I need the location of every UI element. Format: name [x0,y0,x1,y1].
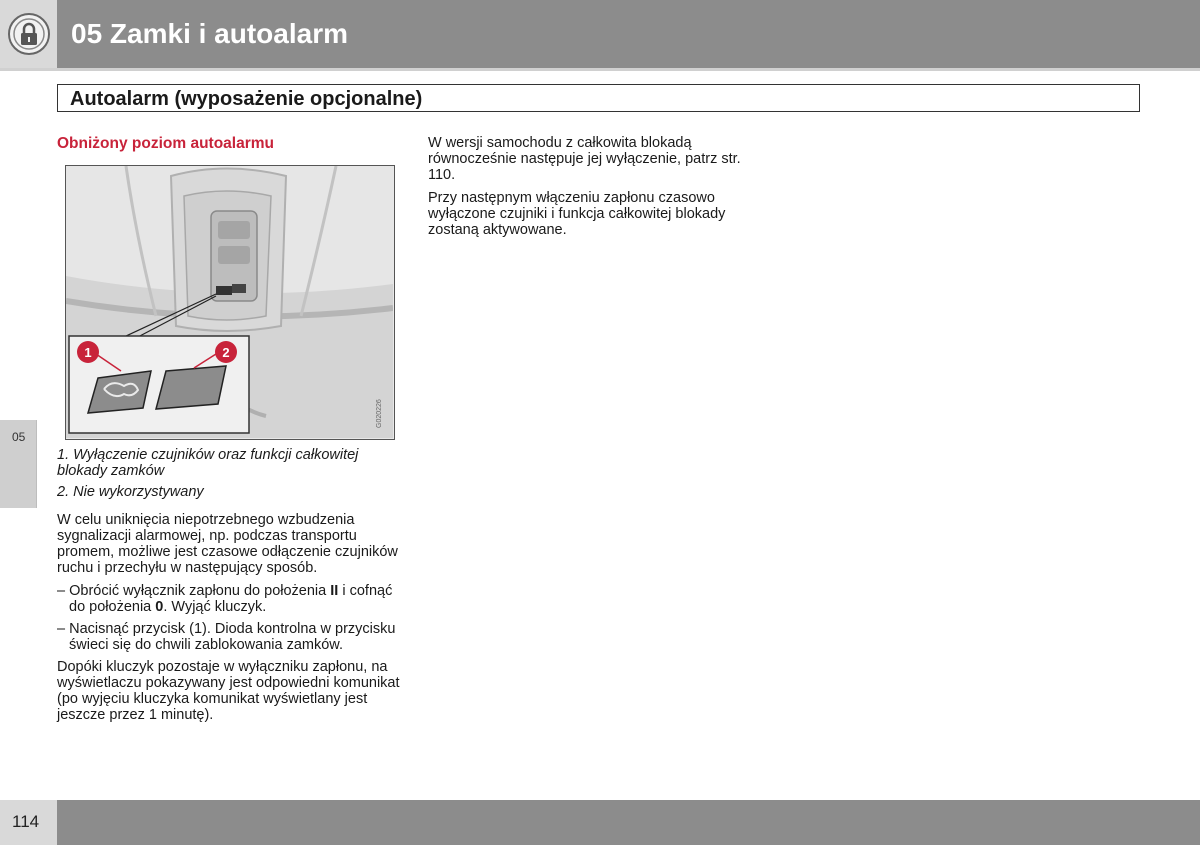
callout-1 [77,341,99,363]
chapter-icon-box [0,0,57,68]
subsection-heading: Obniżony poziom autoalarmu [57,135,275,152]
figure-alarm-buttons [65,165,395,440]
left-column [57,135,402,723]
chapter-side-tab [0,420,37,508]
outro-paragraph: Dopóki kluczyk pozostaje w wyłączniku zapłonu, na wyświetlaczu pokazywany jest odpowiedni komunikat (po wyjęciu kluczyka komunikat wyświetlany jest jeszcze przez 1 minutę). [57,659,400,723]
page-number-box [0,800,57,845]
instruction-step-1: – Obrócić wyłącznik zapłonu do położenia II i cofnąć do położenia 0. Wyjąć kluczyk. [57,583,393,615]
overhead-console-illustration [66,166,393,438]
right-paragraph-1: W wersji samochodu z całkowita blokadą równocześnie następuje jej wyłączenie, patrz str. 110. [428,135,741,183]
left-text-block [57,447,402,730]
figure-caption-2: 2. Nie wykorzystywany [57,484,204,500]
header-divider [0,68,1200,71]
right-column [428,135,768,245]
figure-caption-1: 1. Wyłączenie czujników oraz funkcji całkowitej blokady zamków [57,447,359,479]
instruction-step-2: – Nacisnąć przycisk (1). Dioda kontrolna w przycisku świeci się do chwili zablokowania zamków. [57,621,396,653]
lock-shield-icon [7,12,51,56]
svg-text:1: 1 [84,345,92,360]
footer-bar [57,800,1200,845]
section-title-box [57,84,1140,112]
chapter-title: 05 Zamki i autoalarm [71,18,349,49]
svg-text:2: 2 [222,345,230,360]
callout-2 [215,341,237,363]
section-title: Autoalarm (wyposażenie opcjonalne) [70,88,423,110]
figure-code: G020226 [376,399,383,428]
intro-paragraph: W celu uniknięcia niepotrzebnego wzbudzenia sygnalizacji alarmowej, np. podczas transportu promem, możliwe jest czasowe odłączenie czujników ruchu i przechyłu w następujący sposób. [57,512,398,576]
right-paragraph-2: Przy następnym włączeniu zapłonu czasowo wyłączone czujniki i funkcja całkowitej blokady zostaną aktywowane. [428,190,726,238]
page-number: 114 [12,812,40,831]
chapter-side-tab-label: 05 [12,430,26,444]
chapter-header-bar [57,0,1200,68]
